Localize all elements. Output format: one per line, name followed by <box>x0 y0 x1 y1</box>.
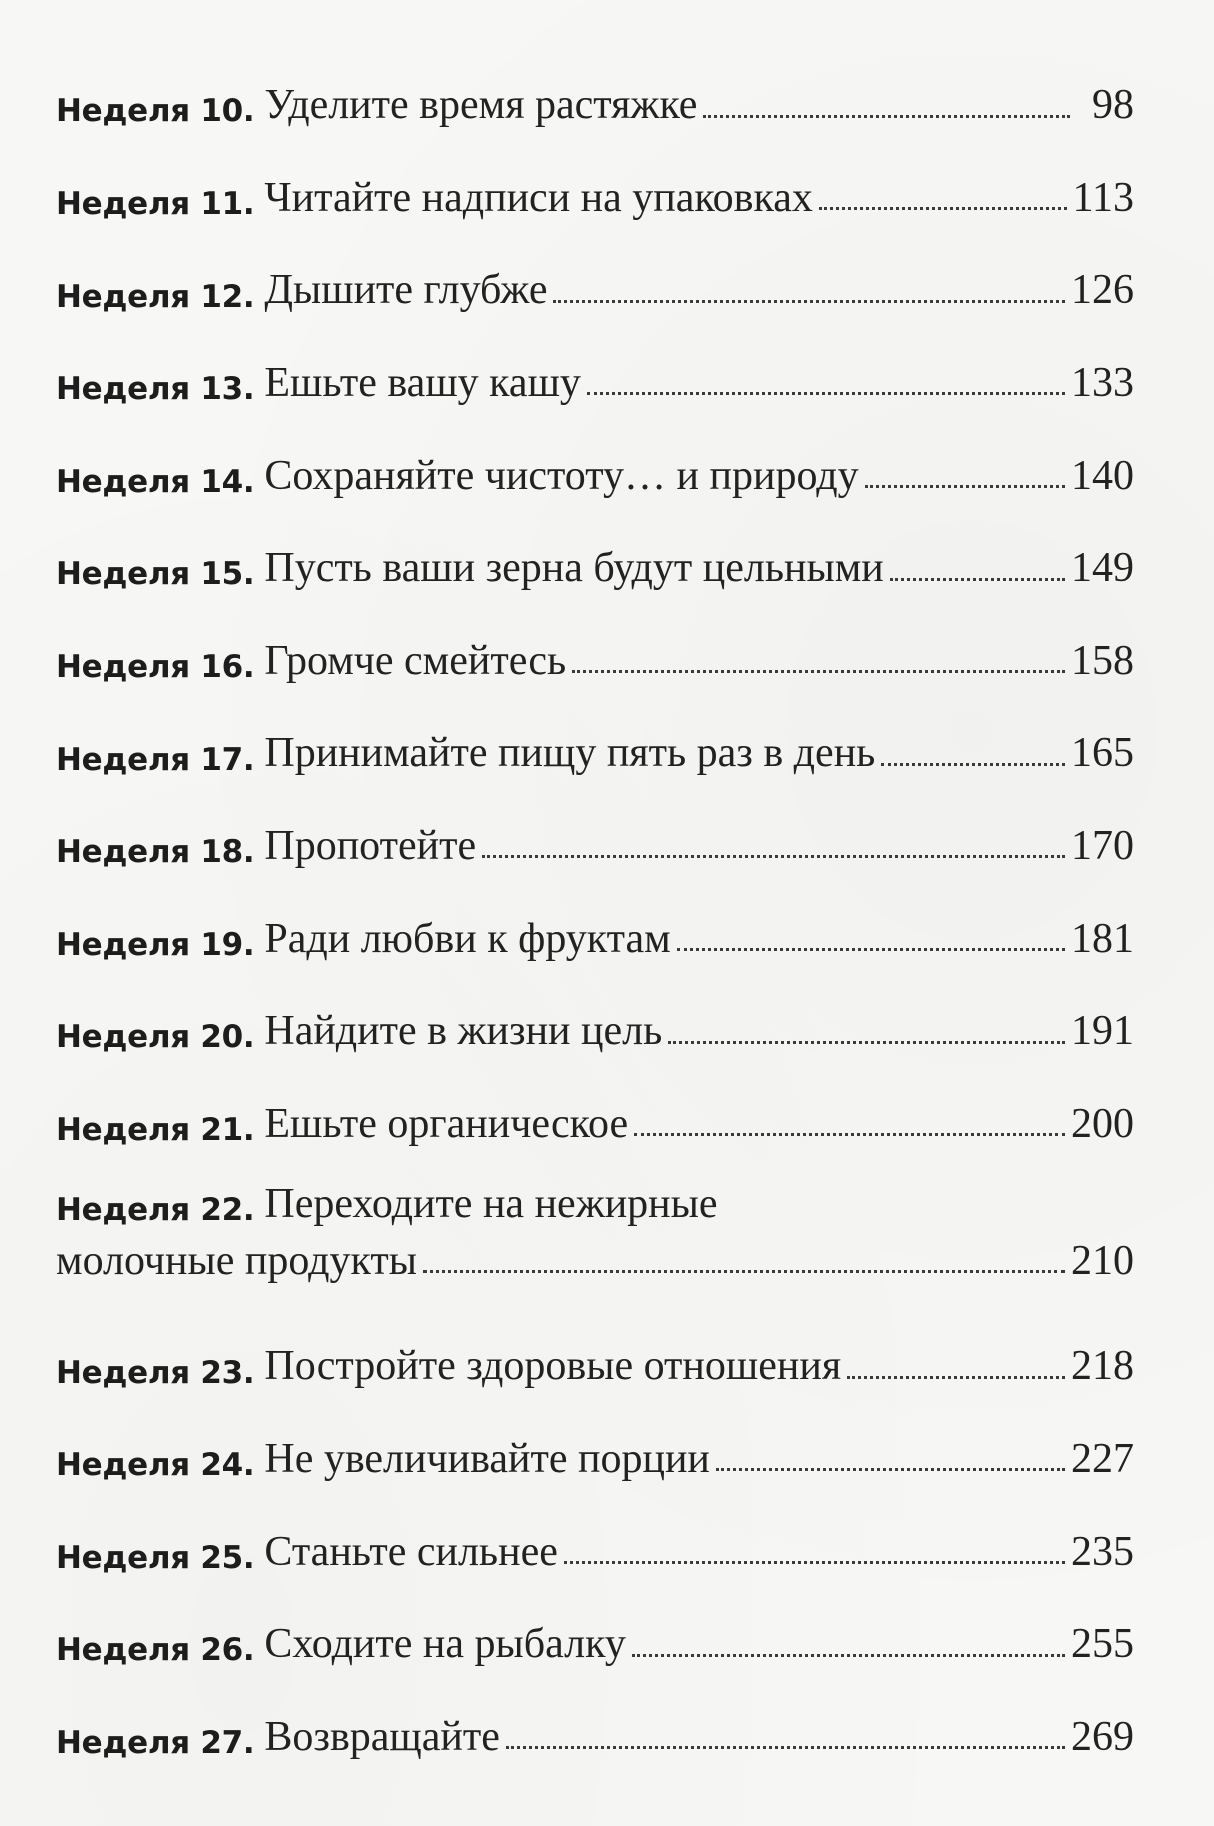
week-label: Неделя 16. <box>56 648 255 685</box>
week-label: Неделя 27. <box>56 1724 255 1761</box>
chapter-title-continued: молочные продукты <box>56 1237 417 1284</box>
toc-entry-week-14[interactable] <box>56 408 1134 501</box>
chapter-title: Найдите в жизни цель <box>264 1008 663 1055</box>
page-number: 170 <box>1071 822 1134 869</box>
chapter-title: Принимайте пищу пять раз в день <box>264 730 876 777</box>
week-label: Неделя 25. <box>56 1539 255 1576</box>
dot-leader <box>553 300 1065 303</box>
dot-leader <box>587 392 1065 395</box>
chapter-title: Сходите на рыбалку <box>264 1621 626 1668</box>
dot-leader <box>890 578 1065 581</box>
dot-leader <box>865 485 1065 488</box>
toc-entry-week-12[interactable] <box>56 223 1134 316</box>
dot-leader <box>634 1133 1065 1136</box>
toc-entry-week-17[interactable] <box>56 686 1134 779</box>
week-label: Неделя 24. <box>56 1447 255 1484</box>
week-label: Неделя 12. <box>56 278 255 315</box>
page-number: 210 <box>1071 1237 1134 1284</box>
week-label: Неделя 17. <box>56 741 255 778</box>
week-label: Неделя 21. <box>56 1111 255 1148</box>
toc-entry-week-27[interactable] <box>56 1670 1134 1763</box>
page-number: 158 <box>1071 637 1134 684</box>
week-label: Неделя 10. <box>56 93 255 130</box>
toc-entry-week-10[interactable] <box>56 38 1134 131</box>
page-number: 181 <box>1071 915 1134 962</box>
entry-second-line <box>56 1236 1134 1286</box>
toc-entry-week-19[interactable] <box>56 871 1134 964</box>
dot-leader <box>423 1270 1065 1273</box>
toc-entry-week-15[interactable] <box>56 501 1134 594</box>
toc-entry-week-26[interactable] <box>56 1577 1134 1670</box>
toc-entry-week-21[interactable] <box>56 1057 1134 1150</box>
chapter-title: Переходите на нежирные <box>264 1181 718 1228</box>
page-number: 98 <box>1092 82 1134 129</box>
week-label: Неделя 23. <box>56 1354 255 1391</box>
week-label: Неделя 14. <box>56 463 255 500</box>
toc-entry-week-18[interactable] <box>56 779 1134 872</box>
chapter-title: Пусть ваши зерна будут цельными <box>264 545 884 592</box>
dot-leader <box>847 1376 1065 1379</box>
chapter-title: Ешьте органическое <box>264 1100 629 1147</box>
page-number: 149 <box>1071 545 1134 592</box>
chapter-title: Постройте здоровые отношения <box>264 1343 842 1390</box>
dot-leader <box>819 207 1067 210</box>
chapter-title: Не увеличивайте порции <box>264 1435 710 1482</box>
dot-leader <box>703 115 1070 118</box>
chapter-title: Возвращайте <box>264 1713 500 1760</box>
chapter-title: Ешьте вашу кашу <box>264 359 581 406</box>
chapter-title: Пропотейте <box>264 822 477 869</box>
week-label: Неделя 11. <box>56 186 255 222</box>
table-of-contents <box>56 38 1134 1762</box>
chapter-title: Читайте надписи на упаковках <box>264 174 813 221</box>
page-number: 235 <box>1071 1528 1134 1575</box>
dot-leader <box>506 1746 1065 1749</box>
toc-entry-week-20[interactable] <box>56 964 1134 1057</box>
page-number: 227 <box>1071 1435 1134 1482</box>
chapter-title: Сохраняйте чистоту… и природу <box>264 452 859 499</box>
week-label: Неделя 22. <box>56 1192 255 1229</box>
week-label: Неделя 20. <box>56 1019 255 1056</box>
toc-entry-week-22[interactable] <box>56 1149 1134 1299</box>
page-number: 200 <box>1071 1100 1134 1147</box>
week-label: Неделя 15. <box>56 556 255 593</box>
chapter-title: Громче смейтесь <box>264 637 567 684</box>
week-label: Неделя 18. <box>56 834 255 871</box>
toc-entry-week-13[interactable] <box>56 316 1134 409</box>
toc-entry-week-24[interactable] <box>56 1392 1134 1485</box>
page-number: 218 <box>1071 1343 1134 1390</box>
dot-leader <box>482 855 1065 858</box>
dot-leader <box>572 670 1065 673</box>
chapter-title: Уделите время растяжке <box>264 82 698 129</box>
dot-leader <box>668 1041 1065 1044</box>
toc-entry-week-16[interactable] <box>56 594 1134 687</box>
dot-leader <box>677 948 1065 951</box>
page-number: 269 <box>1071 1713 1134 1760</box>
week-label: Неделя 13. <box>56 371 255 408</box>
week-label: Неделя 26. <box>56 1632 255 1669</box>
toc-entry-week-11[interactable] <box>56 131 1134 224</box>
toc-entry-week-23[interactable] <box>56 1299 1134 1392</box>
chapter-title: Станьте сильнее <box>264 1528 558 1575</box>
page-number: 133 <box>1071 359 1134 406</box>
page-number: 126 <box>1071 267 1134 314</box>
entry-first-line <box>56 1179 1134 1229</box>
page-number: 113 <box>1072 174 1134 221</box>
chapter-title: Ради любви к фруктам <box>264 915 671 962</box>
week-label: Неделя 19. <box>56 926 255 963</box>
dot-leader <box>881 763 1065 766</box>
dot-leader <box>716 1468 1065 1471</box>
dot-leader <box>564 1561 1065 1564</box>
page-number: 255 <box>1071 1621 1134 1668</box>
chapter-title: Дышите глубже <box>264 267 548 314</box>
page-number: 191 <box>1071 1008 1134 1055</box>
page-number: 140 <box>1071 452 1134 499</box>
dot-leader <box>632 1654 1065 1657</box>
page-number: 165 <box>1071 730 1134 777</box>
toc-entry-week-25[interactable] <box>56 1484 1134 1577</box>
